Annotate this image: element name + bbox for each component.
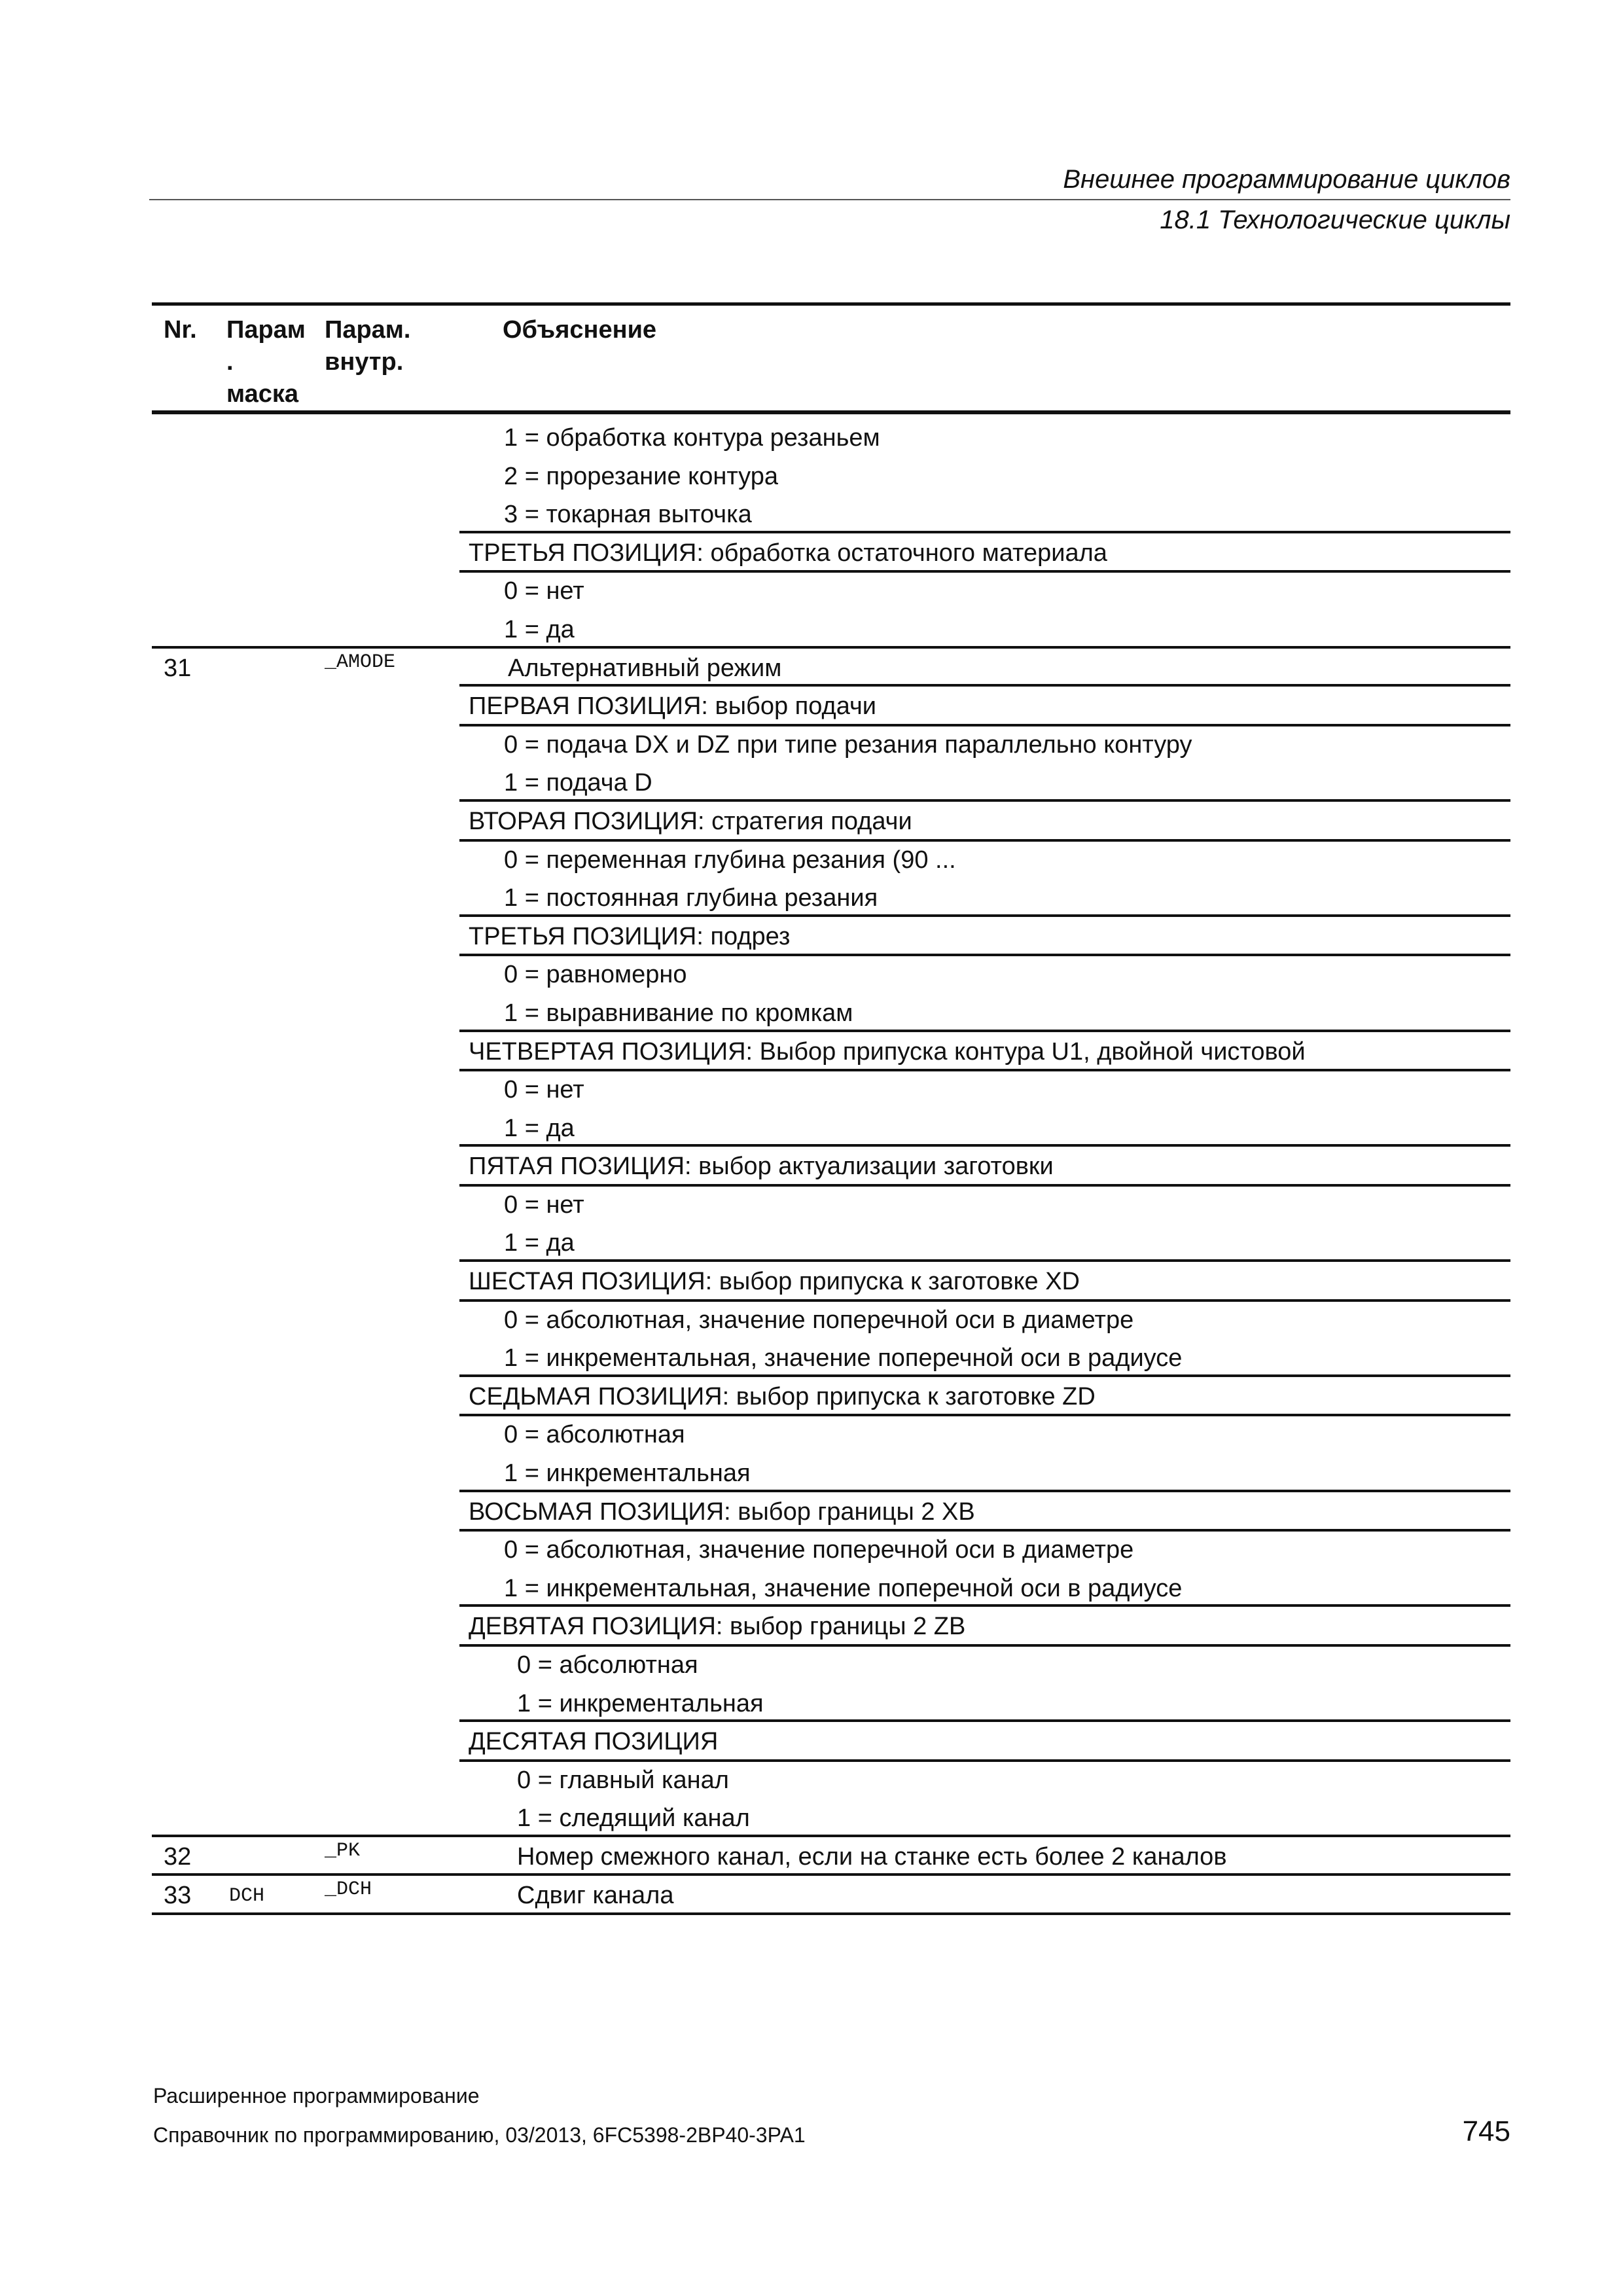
table-row bbox=[152, 1568, 1510, 1607]
cell-explanation: 1 = инкрементальная, значение поперечной оси в радиусе bbox=[504, 1344, 1183, 1372]
cell-nr: 31 bbox=[164, 654, 192, 682]
table-row bbox=[152, 916, 1510, 955]
table-row bbox=[152, 1645, 1510, 1683]
cell-explanation: ВТОРАЯ ПОЗИЦИЯ: стратегия подачи bbox=[469, 807, 912, 835]
table-row bbox=[152, 1414, 1510, 1453]
cell-explanation: ДЕВЯТАЯ ПОЗИЦИЯ: выбор границы 2 ZB bbox=[469, 1613, 966, 1641]
cell-explanation: 1 = постоянная глубина резания bbox=[504, 884, 878, 912]
table-row bbox=[152, 686, 1510, 725]
cell-mask-param: DCH bbox=[229, 1884, 265, 1907]
table-body bbox=[152, 418, 1510, 1913]
table-row bbox=[152, 1223, 1510, 1261]
table-header-rule bbox=[152, 410, 1510, 414]
table-row bbox=[152, 1721, 1510, 1760]
cell-explanation: 2 = прорезание контура bbox=[504, 462, 779, 490]
cell-explanation: 1 = выравнивание по кромкам bbox=[504, 999, 853, 1027]
cell-nr: 32 bbox=[164, 1842, 192, 1871]
cell-explanation: ПЯТАЯ ПОЗИЦИЯ: выбор актуализации заготовки bbox=[469, 1153, 1054, 1181]
cell-explanation: 1 = да bbox=[504, 1114, 575, 1142]
table-row bbox=[152, 533, 1510, 571]
cell-explanation: ТРЕТЬЯ ПОЗИЦИЯ: обработка остаточного материала bbox=[469, 539, 1107, 567]
table-row bbox=[152, 571, 1510, 609]
cell-internal-param: _AMODE bbox=[325, 651, 396, 673]
cell-explanation: 1 = подача D bbox=[504, 769, 652, 797]
cell-explanation: 1 = да bbox=[504, 1229, 575, 1257]
cell-explanation: ВОСЬМАЯ ПОЗИЦИЯ: выбор границы 2 XB bbox=[469, 1498, 975, 1526]
table-row bbox=[152, 1530, 1510, 1568]
cell-explanation: 0 = абсолютная bbox=[504, 1421, 685, 1449]
cell-explanation: 1 = инкрементальная bbox=[517, 1689, 764, 1717]
table-row bbox=[152, 418, 1510, 456]
cell-explanation: Номер смежного канал, если на станке есть более 2 каналов bbox=[517, 1842, 1227, 1871]
table-row bbox=[152, 1146, 1510, 1185]
cell-explanation: 0 = подача DX и DZ при типе резания параллельно контуру bbox=[504, 730, 1192, 759]
cell-explanation: 3 = токарная выточка bbox=[504, 501, 752, 529]
running-header-title: Внешнее программирование циклов bbox=[1063, 165, 1510, 194]
cell-explanation: 0 = нет bbox=[504, 1191, 584, 1219]
table-row bbox=[152, 1606, 1510, 1645]
table-row bbox=[152, 762, 1510, 801]
cell-explanation: 1 = да bbox=[504, 615, 575, 643]
table-row bbox=[152, 840, 1510, 878]
cell-explanation: 1 = инкрементальная bbox=[504, 1460, 751, 1488]
cell-internal-param: _DCH bbox=[325, 1878, 372, 1901]
cell-explanation: 0 = абсолютная, значение поперечной оси в диаметре bbox=[504, 1536, 1134, 1564]
cell-explanation: ЧЕТВЕРТАЯ ПОЗИЦИЯ: Выбор припуска контура U1, двойной чистовой bbox=[469, 1037, 1306, 1066]
cell-explanation: 0 = нет bbox=[504, 577, 584, 605]
table-row bbox=[152, 993, 1510, 1031]
table-row bbox=[152, 801, 1510, 840]
footer-document-title: Расширенное программирование bbox=[153, 2084, 480, 2108]
cell-explanation: СЕДЬМАЯ ПОЗИЦИЯ: выбор припуска к заготовке ZD bbox=[469, 1382, 1096, 1410]
table-row bbox=[152, 494, 1510, 533]
running-header-subtitle: 18.1 Технологические циклы bbox=[1160, 206, 1510, 234]
table-row bbox=[152, 1376, 1510, 1415]
table-row bbox=[152, 1760, 1510, 1799]
table-row bbox=[152, 1300, 1510, 1338]
table-row bbox=[152, 1453, 1510, 1492]
table-row bbox=[152, 1798, 1510, 1837]
cell-explanation: 0 = абсолютная, значение поперечной оси в диаметре bbox=[504, 1306, 1134, 1334]
table-row bbox=[152, 456, 1510, 495]
cell-explanation: 1 = обработка контура резаньем bbox=[504, 424, 880, 452]
cell-explanation: 0 = абсолютная bbox=[517, 1651, 698, 1679]
column-header-nr: Nr. bbox=[164, 316, 197, 344]
table-row bbox=[152, 878, 1510, 916]
table-row bbox=[152, 609, 1510, 648]
cell-explanation: ШЕСТАЯ ПОЗИЦИЯ: выбор припуска к заготовке XD bbox=[469, 1268, 1080, 1296]
column-header-internal-param: Парам. внутр. bbox=[325, 316, 411, 376]
table-row bbox=[152, 1683, 1510, 1722]
table-top-rule bbox=[152, 302, 1510, 306]
footer-document-reference: Справочник по программированию, 03/2013, 6FC5398-2BP40-3PA1 bbox=[153, 2123, 806, 2147]
cell-explanation: 0 = нет bbox=[504, 1076, 584, 1104]
table-row bbox=[152, 1875, 1510, 1914]
table-row bbox=[152, 1185, 1510, 1223]
cell-explanation: 0 = переменная глубина резания (90 ... bbox=[504, 846, 956, 874]
cell-explanation: ПЕРВАЯ ПОЗИЦИЯ: выбор подачи bbox=[469, 692, 877, 721]
cell-nr: 33 bbox=[164, 1881, 192, 1909]
table-row bbox=[152, 1492, 1510, 1530]
table-row bbox=[152, 1031, 1510, 1070]
table-row bbox=[152, 725, 1510, 763]
table-row bbox=[152, 648, 1510, 687]
cell-explanation: 0 = главный канал bbox=[517, 1766, 729, 1794]
cell-explanation: Сдвиг канала bbox=[517, 1881, 674, 1909]
column-header-explanation: Объяснение bbox=[503, 316, 657, 344]
table-row bbox=[152, 1261, 1510, 1300]
page-number: 745 bbox=[1462, 2115, 1510, 2147]
cell-explanation: 1 = следящий канал bbox=[517, 1804, 750, 1833]
header-rule bbox=[149, 199, 1510, 200]
table-row bbox=[152, 1837, 1510, 1875]
cell-internal-param: _PK bbox=[325, 1839, 361, 1862]
cell-explanation: ДЕСЯТАЯ ПОЗИЦИЯ bbox=[469, 1728, 719, 1756]
cell-explanation: 1 = инкрементальная, значение поперечной оси в радиусе bbox=[504, 1574, 1183, 1602]
cell-explanation: Альтернативный режим bbox=[508, 654, 782, 682]
cell-explanation: ТРЕТЬЯ ПОЗИЦИЯ: подрез bbox=[469, 922, 791, 950]
column-header-mask-param: Парам . маска bbox=[226, 316, 306, 408]
table-row bbox=[152, 954, 1510, 993]
table-row bbox=[152, 1108, 1510, 1147]
table-row bbox=[152, 1338, 1510, 1376]
cell-explanation: 0 = равномерно bbox=[504, 961, 687, 989]
table-row bbox=[152, 1069, 1510, 1108]
